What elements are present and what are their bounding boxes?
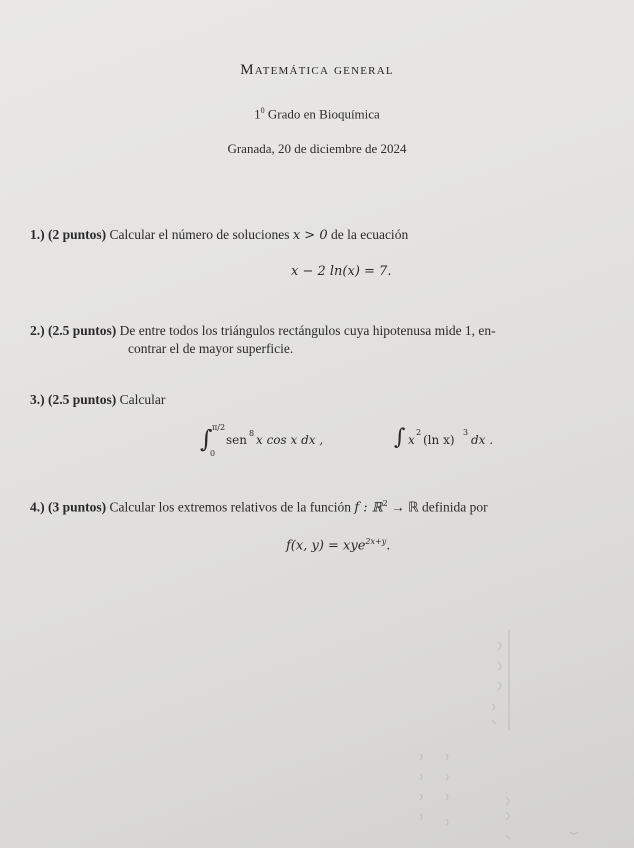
- problem-text-cont: de la ecuación: [330, 227, 409, 242]
- problem-number: 2.): [30, 323, 45, 338]
- problem-points: (2.5 puntos): [48, 323, 117, 338]
- problem-text: De entre todos los triángulos rectángulos cuya hipotenusa mide 1, en-: [119, 323, 496, 338]
- problem-points: (2.5 puntos): [48, 392, 117, 407]
- exam-title: Matemática general: [240, 62, 394, 78]
- equation-lhs: f(x, y) = xye: [286, 538, 366, 554]
- integral-lower-limit: 0: [210, 449, 216, 458]
- function-map-power: 2: [382, 499, 388, 508]
- problem-number: 3.): [30, 392, 45, 407]
- problem-2: [30, 323, 496, 339]
- equation-4: [286, 537, 390, 554]
- problem-3: [30, 392, 165, 408]
- problem-2-line2: contrar el de mayor superficie.: [128, 341, 294, 356]
- integrand-log-power: 3: [463, 428, 469, 437]
- integral-1: [200, 425, 340, 465]
- equation-1: x − 2 ln(x) = 7.: [291, 264, 392, 279]
- integral-2: [394, 425, 504, 465]
- problem-number: 1.): [30, 227, 45, 242]
- problem-points: (2 puntos): [48, 227, 107, 242]
- handwriting-bleed-through: [380, 620, 634, 848]
- integral-sign: ∫: [394, 425, 406, 450]
- problem-text: Calcular los extremos relativos de la función: [109, 499, 351, 515]
- integral-upper-limit: π/2: [212, 423, 226, 432]
- function-map: f : ℝ: [354, 500, 383, 516]
- problem-text: Calcular: [119, 392, 166, 407]
- equation-end: .: [386, 538, 391, 554]
- integrand-x: x: [408, 433, 415, 447]
- problem-1: [30, 227, 408, 243]
- integrand-rest: x cos x dx ,: [256, 433, 324, 447]
- integrand-log: (ln x): [423, 433, 455, 447]
- equation-exponent: 2x+y: [365, 537, 387, 546]
- function-map-rest: → ℝ definida por: [391, 499, 488, 515]
- problem-text: Calcular el número de soluciones: [109, 227, 290, 242]
- integrand-func: sen: [226, 433, 247, 447]
- integral-sign: ∫: [200, 425, 213, 453]
- integrand-rest: dx .: [471, 433, 494, 447]
- inline-math: x > 0: [292, 228, 328, 243]
- degree-number: 1: [254, 106, 261, 122]
- problem-points: (3 puntos): [48, 499, 107, 515]
- exam-degree: [0, 106, 634, 122]
- problem-number: 4.): [30, 499, 45, 515]
- degree-superscript: 0: [260, 106, 265, 115]
- integrand-power: 8: [249, 429, 255, 438]
- integrand-x-power: 2: [416, 428, 422, 437]
- degree-text: Grado en Bioquímica: [264, 106, 380, 122]
- problem-4: [30, 499, 488, 516]
- exam-date: Granada, 20 de diciembre de 2024: [227, 141, 407, 156]
